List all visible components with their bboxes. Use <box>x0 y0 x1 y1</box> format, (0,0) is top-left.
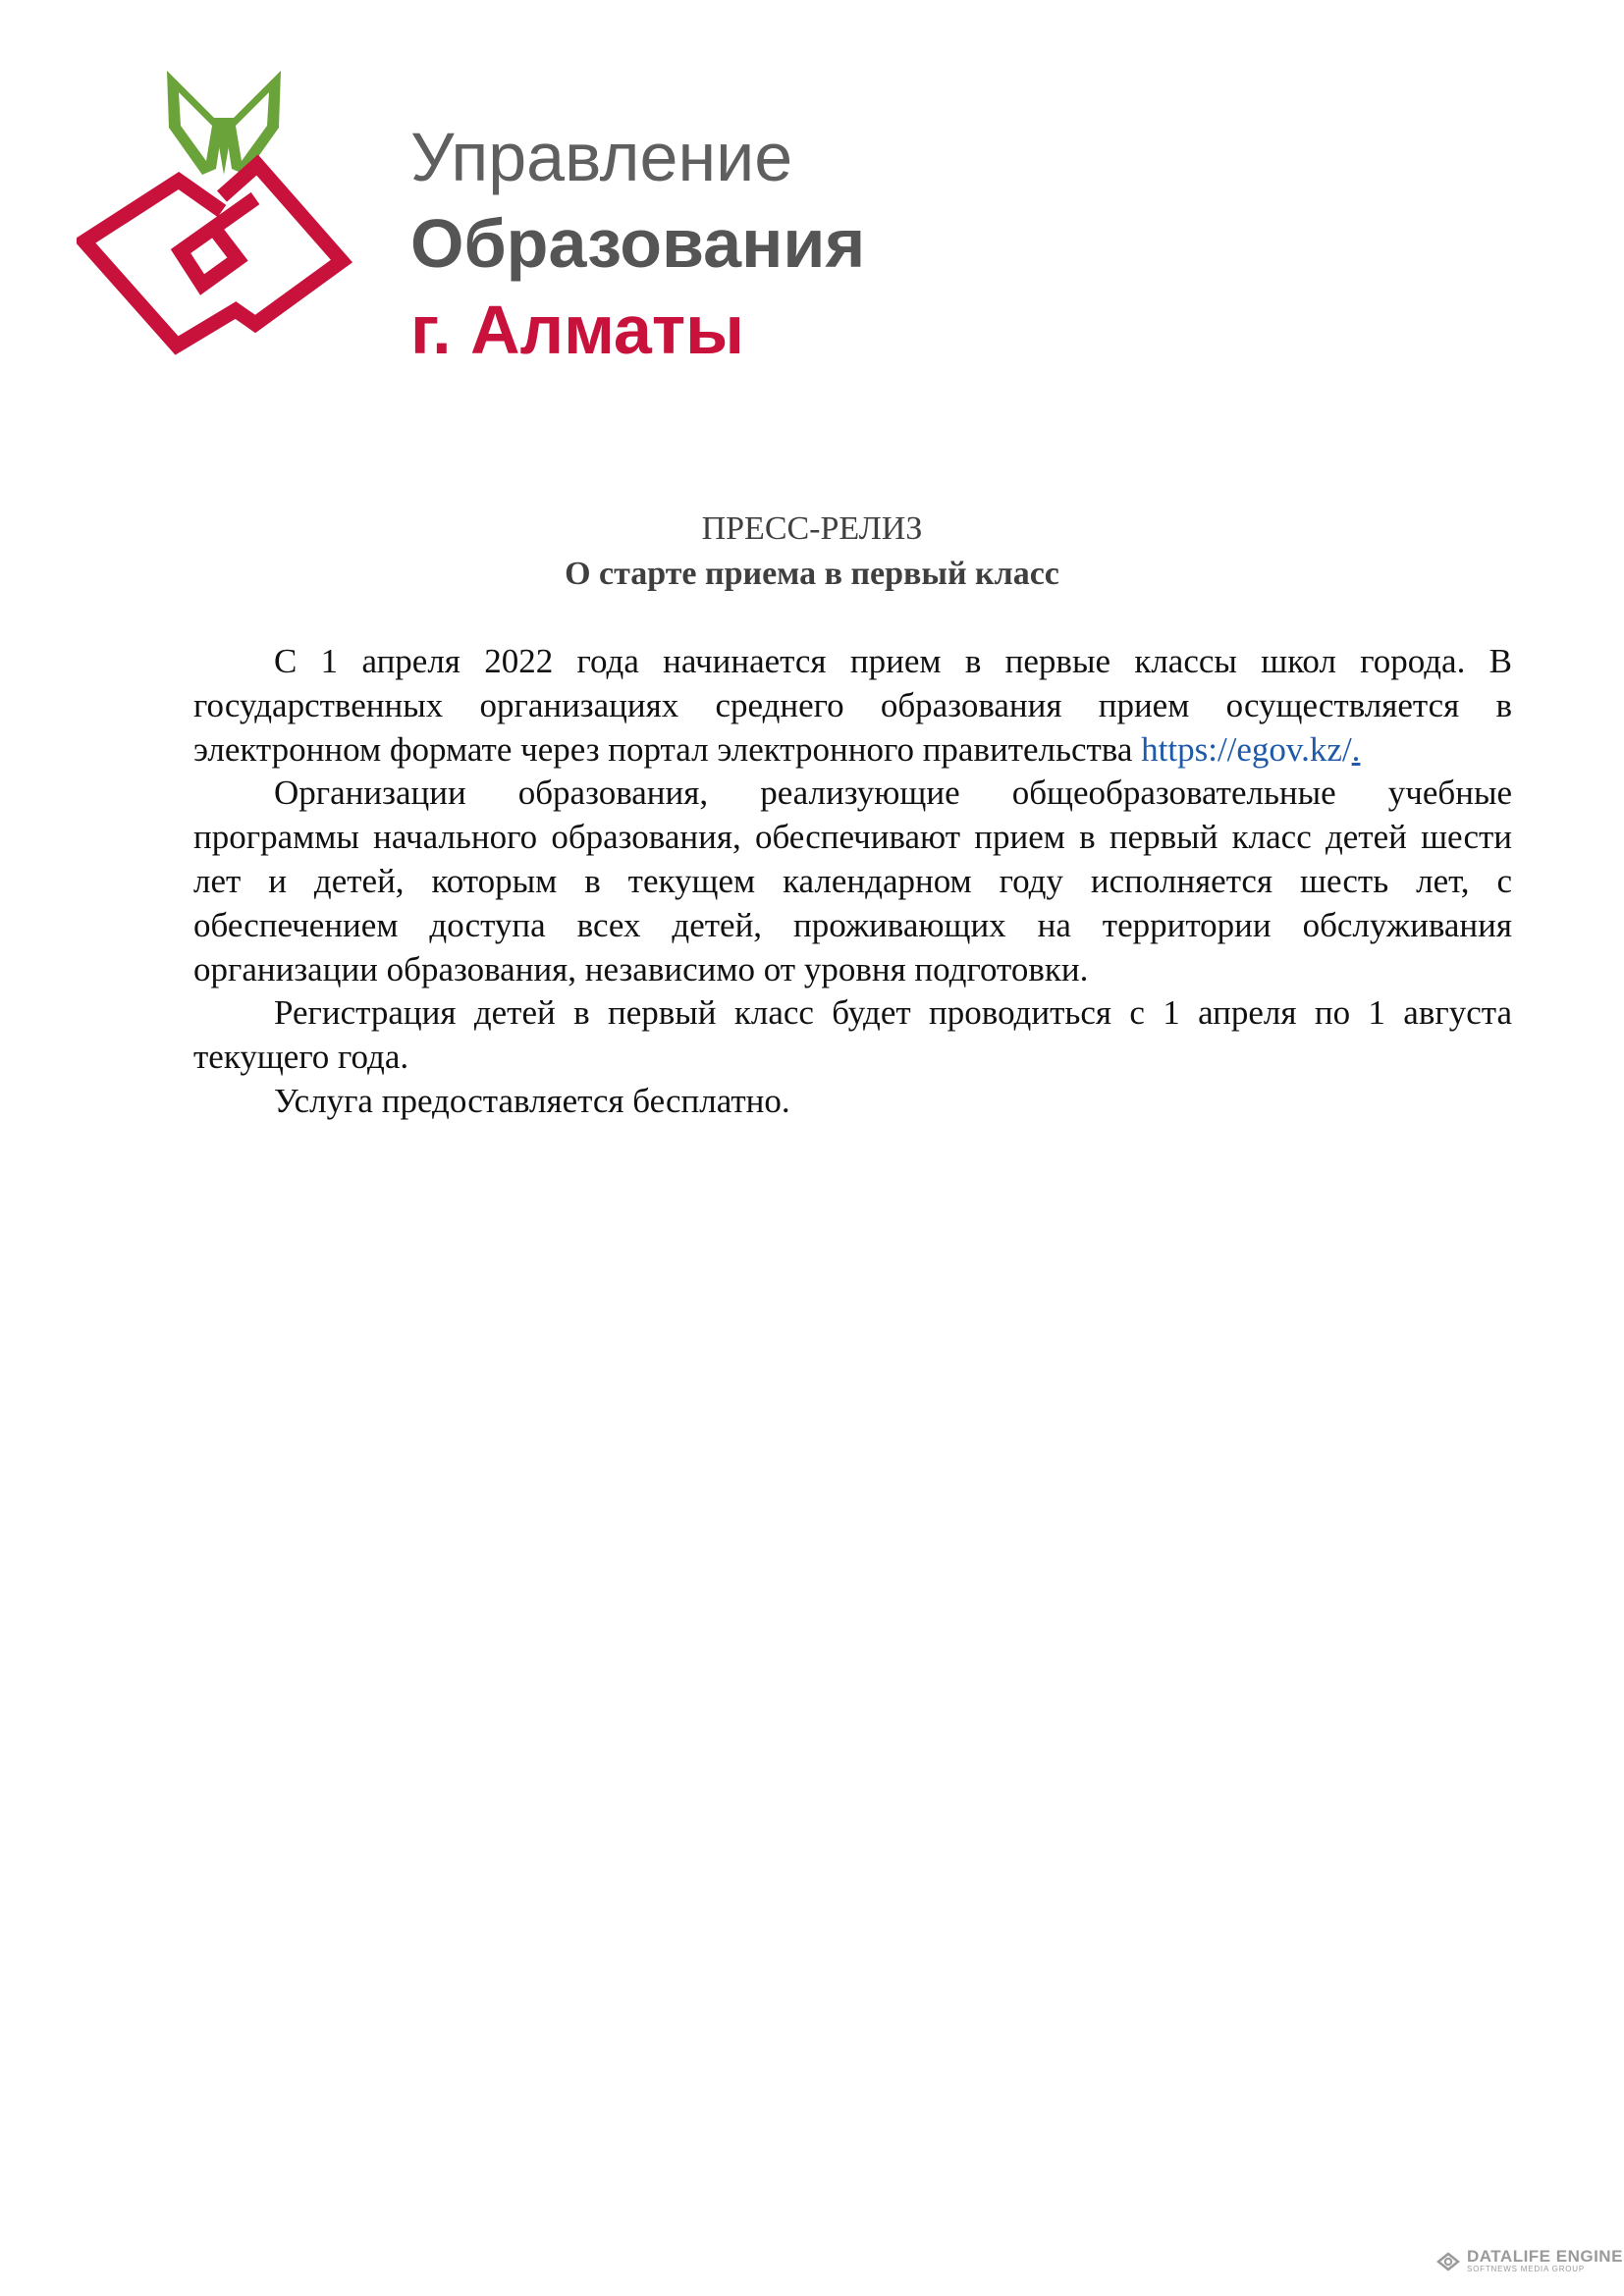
paragraph-3: Регистрация детей в первый класс будет проводиться с 1 апреля по 1 августа текущего года. <box>193 993 1512 1077</box>
document-heading <box>0 507 1624 597</box>
paragraph-1-text: С 1 апреля 2022 года начинается прием в первые классы школ города. В государственных организациях среднего образования прием осуществляется в электронном формате через портал электронного правительства <box>193 642 1512 769</box>
egov-link[interactable]: https://egov.kz/ <box>1141 729 1352 769</box>
document-title: О старте приема в первый класс <box>565 556 1059 592</box>
paragraph-1-end: . <box>1351 729 1361 769</box>
org-name-line-1: Управление <box>410 119 793 195</box>
datalife-engine-watermark <box>1435 2248 1623 2274</box>
datalife-engine-logo-icon <box>1435 2251 1461 2272</box>
paragraph-1 <box>193 640 1512 772</box>
organization-name <box>410 119 866 368</box>
press-release-label: ПРЕСС-РЕЛИЗ <box>701 510 923 547</box>
watermark-subtitle: SOFTNEWS MEDIA GROUP <box>1467 2265 1586 2273</box>
paragraph-2: Организации образования, реализующие общеобразовательные учебные программы начального образования, обеспечивают прием в первый класс детей шести лет и детей, которым в текущем календарном году исполняется шесть лет, с обеспечением доступа всех детей, проживающих на территории обслуживания организации образования, независимо от уровня подготовки. <box>193 774 1512 988</box>
education-department-logo-icon <box>77 59 356 383</box>
watermark-title: DATALIFE ENGINE <box>1467 2247 1623 2266</box>
document-body <box>193 640 1512 1124</box>
paragraph-4: Услуга предоставляется бесплатно. <box>274 1081 790 1120</box>
org-name-city: г. Алматы <box>410 292 744 368</box>
org-name-line-2: Образования <box>410 205 866 282</box>
